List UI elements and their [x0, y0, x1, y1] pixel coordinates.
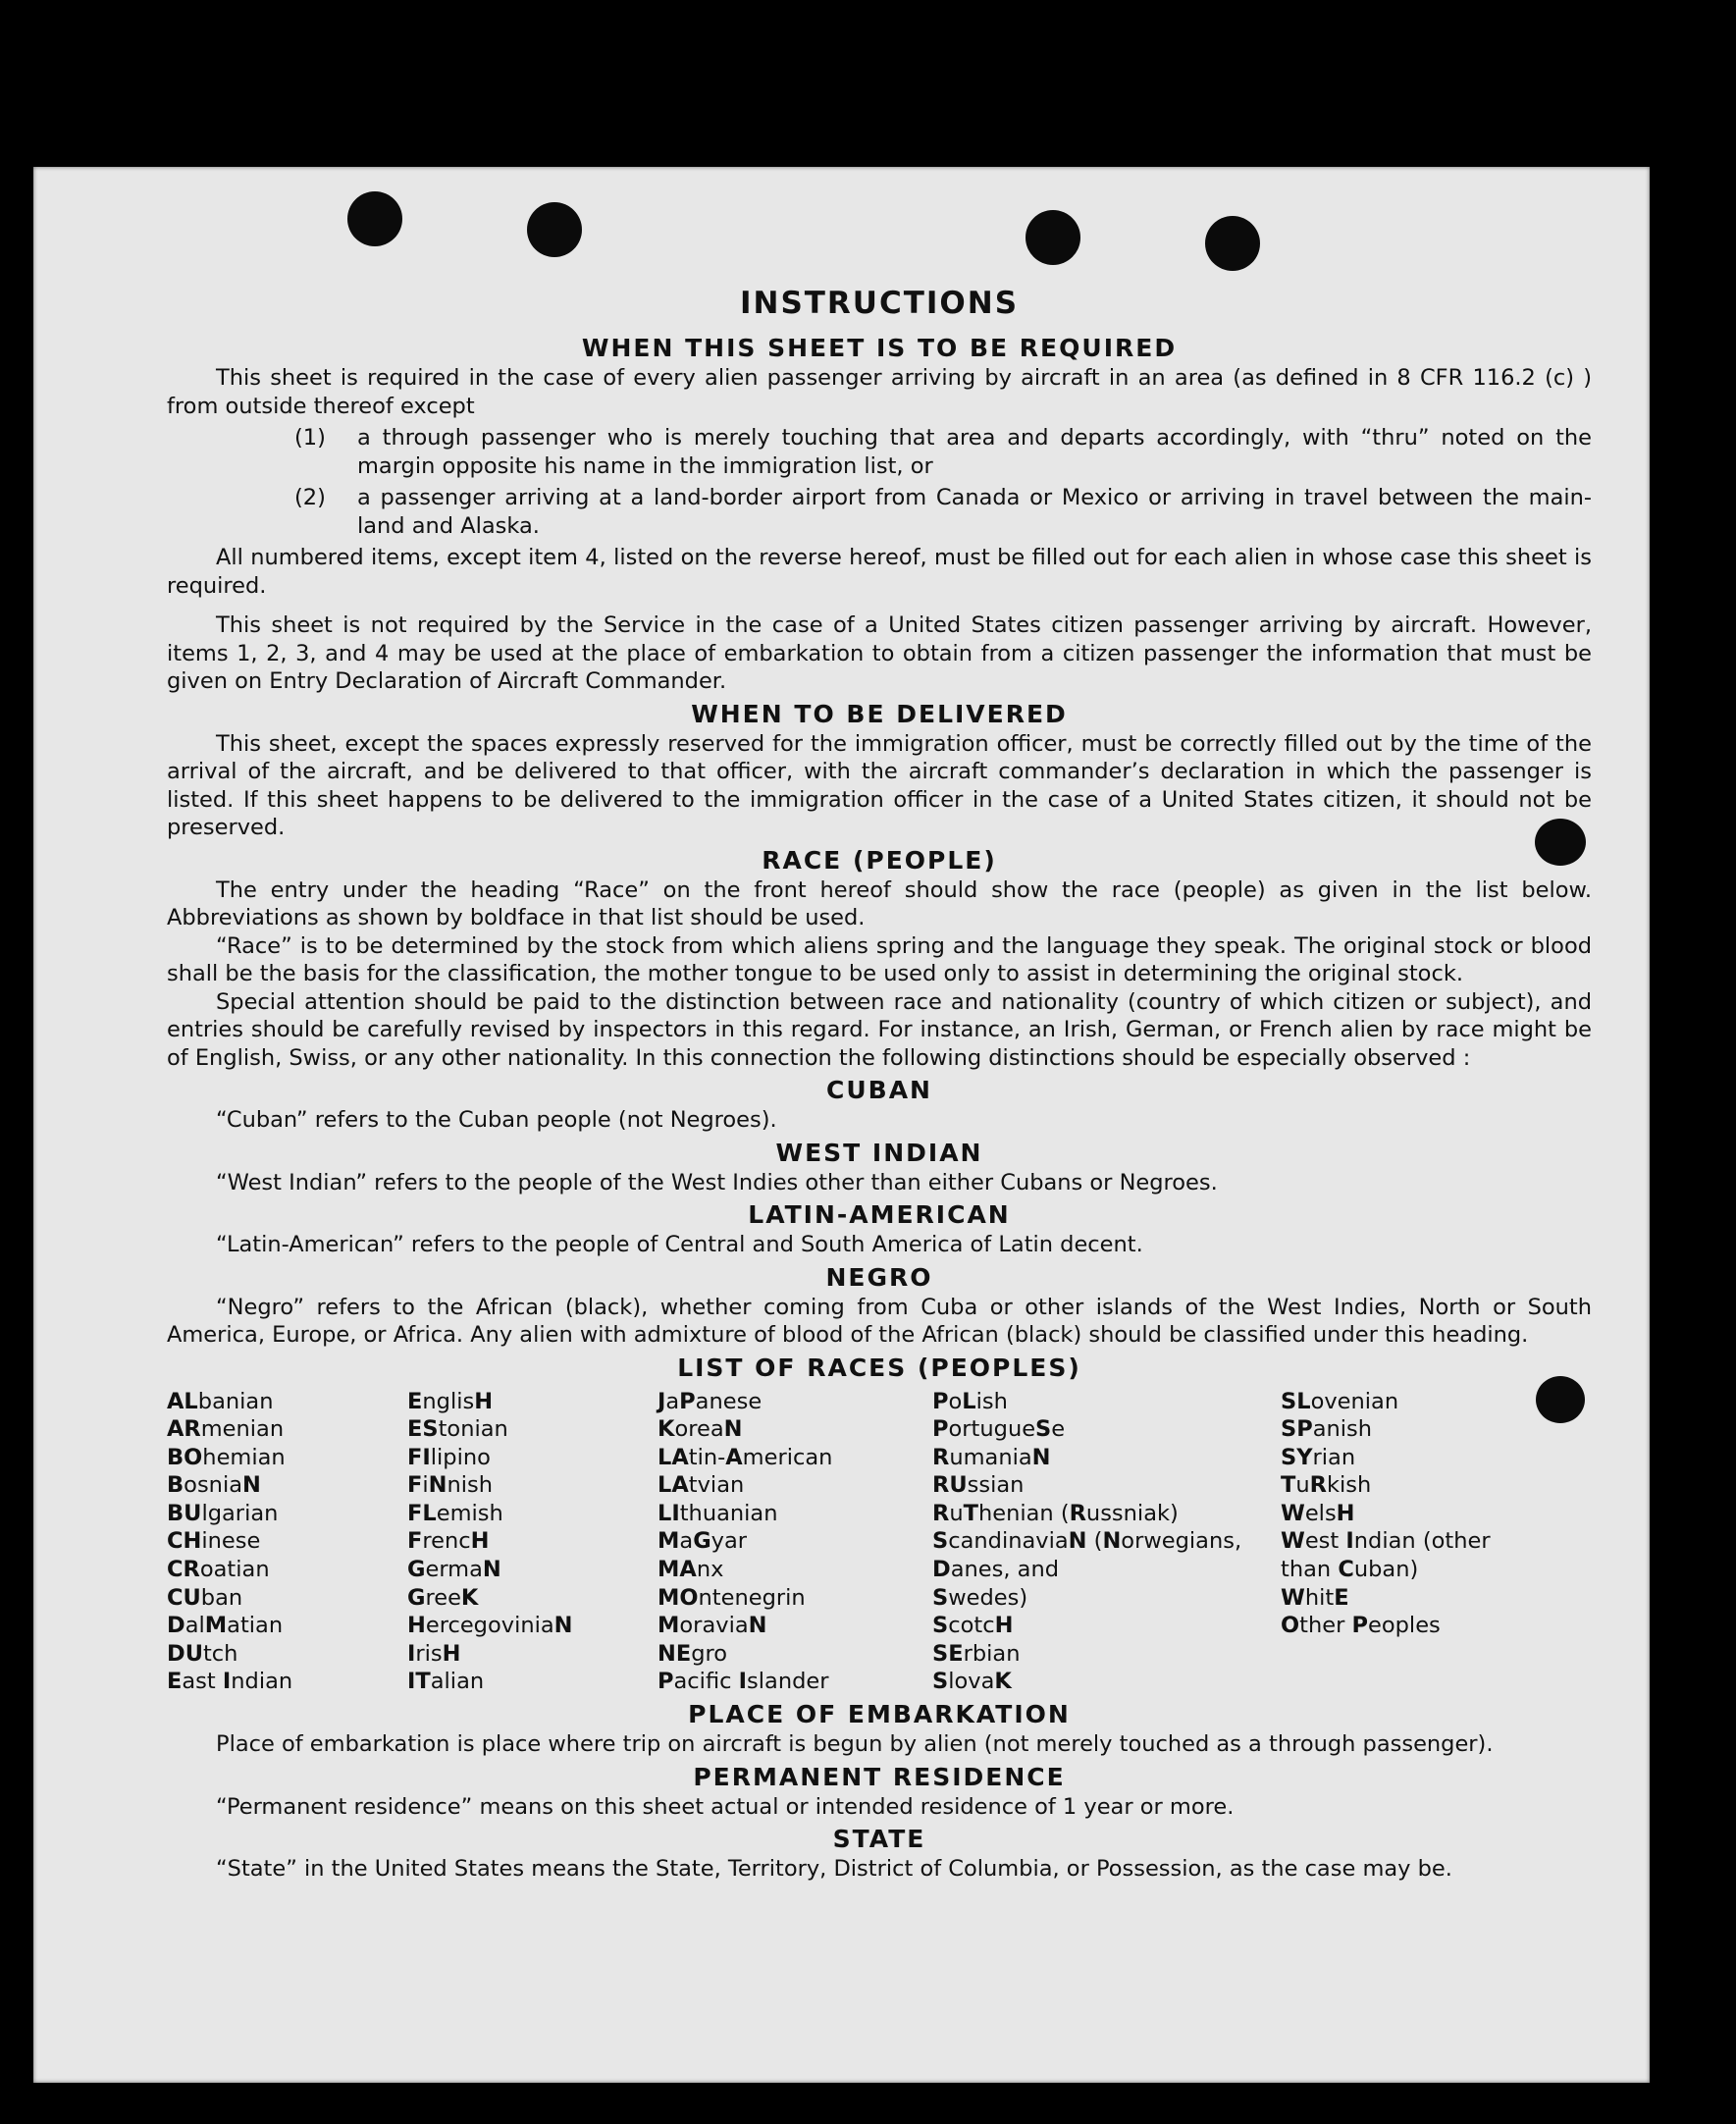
race-entry: SErbian: [932, 1640, 1021, 1667]
instructions-body: [167, 285, 1592, 1884]
race-entry: ALbanian: [167, 1388, 274, 1414]
race-entry: ScotcH: [932, 1613, 1014, 1639]
race-entry: Other Peoples: [1281, 1613, 1441, 1639]
cuban-text: “Cuban” refers to the Cuban people (not Negroes).: [216, 1107, 777, 1133]
race-entry: ScandinaviaN (Norwegians,: [932, 1528, 1242, 1555]
section-heading-latin-american: LATIN-AMERICAN: [748, 1200, 1011, 1229]
race-entry: EStonian: [407, 1416, 508, 1443]
section-heading-required: WHEN THIS SHEET IS TO BE REQUIRED: [581, 334, 1178, 362]
item-number: (1): [294, 425, 326, 451]
section-heading-race: RACE (PEOPLE): [762, 845, 997, 875]
item-text: a passenger arriving at a land-border airport from Canada or Mexico or arriving in travel between the main-land and Alaska.: [357, 485, 1592, 539]
delivered-text: This sheet, except the spaces expressly reserved for the immigration officer, must be correctly filled out by the time of the arrival of the aircraft, and be delivered to that officer, with the aircraft commander’s declaration in which the passenger is listed. If this sheet happens to be delivered to the immigration officer in the case of a United States citizen, it should not be preserved.: [167, 730, 1592, 840]
race-entry: MAnx: [658, 1557, 724, 1583]
race-entry: GreeK: [407, 1584, 479, 1611]
race-entry: PoLish: [932, 1388, 1008, 1414]
exception-item: [167, 484, 1592, 540]
punch-hole: [527, 202, 582, 257]
races-column: [1281, 1388, 1536, 1697]
section-heading-delivered: WHEN TO BE DELIVERED: [691, 699, 1068, 728]
punch-hole: [1205, 216, 1260, 271]
race-entry: West Indian (other: [1281, 1528, 1491, 1555]
races-column: [658, 1388, 932, 1697]
negro-text: “Negro” refers to the African (black), whether coming from Cuba or other islands of the West Indies, North or South America, Europe, or Africa. Any alien with admixture of blood of the African (black) should be classified under this heading.: [167, 1294, 1592, 1348]
races-list: [167, 1388, 1592, 1697]
item-number: (2): [294, 485, 326, 510]
race-entry: BUlgarian: [167, 1500, 279, 1526]
race-entry: MaGyar: [658, 1528, 748, 1555]
races-column: [932, 1388, 1281, 1697]
section-heading-west-indian: WEST INDIAN: [775, 1138, 983, 1167]
race-entry: HercegoviniaN: [407, 1613, 573, 1639]
page-title: INSTRUCTIONS: [739, 286, 1020, 321]
race-entry: WhitE: [1281, 1584, 1349, 1611]
latin-american-text: “Latin-American” refers to the people of Central and South America of Latin decent.: [216, 1232, 1143, 1257]
race-entry: PortugueSe: [932, 1416, 1066, 1443]
section-heading-list-of-races: LIST OF RACES (PEOPLES): [677, 1353, 1081, 1382]
race-entry: Danes, and: [932, 1557, 1059, 1583]
race-entry: ARmenian: [167, 1416, 285, 1443]
race-para-1: The entry under the heading “Race” on the front hereof should show the race (people) as given in the list below. Abbreviations as shown by boldface in that list should be used.: [167, 876, 1592, 930]
race-entry: WelsH: [1281, 1500, 1355, 1526]
race-entry: RumaniaN: [932, 1444, 1051, 1470]
race-entry: LIthuanian: [658, 1500, 778, 1526]
race-entry: EnglisH: [407, 1388, 494, 1414]
exception-item: [167, 424, 1592, 480]
race-entry: MoraviaN: [658, 1613, 767, 1639]
race-entry: KoreaN: [658, 1416, 743, 1443]
race-entry: GermaN: [407, 1557, 501, 1583]
state-text: “State” in the United States means the State, Territory, District of Columbia, or Possession, as the case may be.: [216, 1856, 1452, 1883]
race-entry: ITalian: [407, 1669, 485, 1695]
race-entry: DUtch: [167, 1640, 238, 1667]
west-indian-text: “West Indian” refers to the people of the West Indies other than either Cubans or Negroes.: [216, 1169, 1218, 1195]
race-entry: FiNnish: [407, 1472, 494, 1499]
race-entry: LAtin-American: [658, 1444, 833, 1470]
required-intro: This sheet is required in the case of every alien passenger arriving by aircraft in an area (as defined in 8 CFR 116.2 (c) ) from outside thereof except: [167, 365, 1592, 419]
race-entry: NEgro: [658, 1640, 728, 1667]
section-heading-state: STATE: [832, 1825, 926, 1854]
item-text: a through passenger who is merely touching that area and departs accordingly, with “thru” noted on the margin opposite his name in the immigration list, or: [357, 425, 1592, 479]
race-entry: MOntenegrin: [658, 1584, 806, 1611]
section-heading-embarkation: PLACE OF EMBARKATION: [688, 1700, 1071, 1729]
section-heading-negro: NEGRO: [825, 1262, 933, 1292]
punch-hole: [347, 191, 402, 246]
race-entry: CRoatian: [167, 1557, 270, 1583]
race-entry: RuThenian (Russniak): [932, 1500, 1179, 1526]
race-entry: Pacifc Islander: [658, 1669, 829, 1695]
section-heading-residence: PERMANENT RESIDENCE: [693, 1762, 1066, 1791]
race-entry: RUssian: [932, 1472, 1025, 1499]
races-column: [407, 1388, 658, 1697]
embarkation-text: Place of embarkation is place where trip on aircraft is begun by alien (not merely touched as a through passenger).: [216, 1731, 1494, 1758]
race-entry: CUban: [167, 1584, 243, 1611]
race-entry: East Indian: [167, 1669, 293, 1695]
required-para-3: This sheet is not required by the Service in the case of a United States citizen passenger arriving by aircraft. However, items 1, 2, 3, and 4 may be used at the place of embarkation to obtain from a citizen passenger the information that must be given on Entry Declaration of Aircraft Commander.: [167, 612, 1592, 694]
race-entry: DalMatian: [167, 1613, 284, 1639]
race-entry: BosniaN: [167, 1472, 261, 1499]
race-entry: Swedes): [932, 1584, 1028, 1611]
race-entry: CHinese: [167, 1528, 261, 1555]
race-entry: JaPanese: [658, 1388, 763, 1414]
race-entry: SPanish: [1281, 1416, 1373, 1443]
race-entry: IrisH: [407, 1640, 461, 1667]
races-column: [167, 1388, 407, 1697]
section-heading-cuban: CUBAN: [826, 1076, 932, 1104]
residence-text: “Permanent residence” means on this sheet actual or intended residence of 1 year or more.: [216, 1793, 1235, 1820]
race-entry: FIlipino: [407, 1444, 491, 1470]
race-entry: TuRkish: [1281, 1472, 1372, 1499]
punch-hole: [1026, 210, 1080, 265]
race-entry: SlovaK: [932, 1669, 1012, 1695]
race-entry: SLovenian: [1281, 1388, 1399, 1414]
race-para-3: Special attention should be paid to the distinction between race and nationality (country of which citizen or subject), and entries should be carefully revised by inspectors in this regard. For instance, an Irish, German, or French alien by race might be of English, Swiss, or any other nationality. In this connection the following distinctions should be especially observed :: [167, 988, 1592, 1071]
race-entry: FrencH: [407, 1528, 490, 1555]
race-para-2: “Race” is to be determined by the stock from which aliens spring and the language they speak. The original stock or blood shall be the basis for the classification, the mother tongue to be used only to assist in determining the original stock.: [167, 932, 1592, 986]
race-entry: SYrian: [1281, 1444, 1356, 1470]
required-para-2: All numbered items, except item 4, listed on the reverse hereof, must be filled out for each alien in whose case this sheet is required.: [167, 545, 1592, 599]
race-entry: LAtvian: [658, 1472, 745, 1499]
race-entry: FLemish: [407, 1500, 503, 1526]
race-entry: BOhemian: [167, 1444, 286, 1470]
document-sheet: [33, 167, 1650, 2083]
race-entry: than Cuban): [1281, 1557, 1419, 1583]
